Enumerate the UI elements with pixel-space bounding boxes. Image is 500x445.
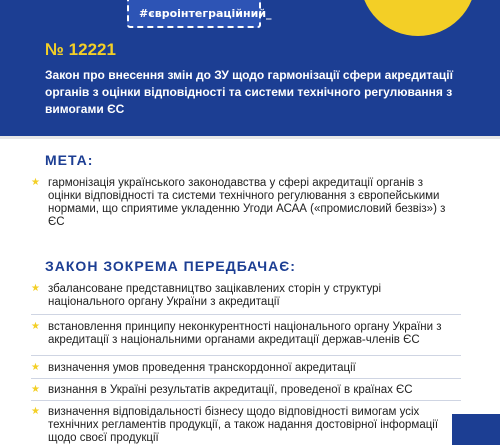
list-item-text: визначення умов проведення транскордонної акредитації xyxy=(48,362,356,374)
star-icon: ★ xyxy=(31,283,40,294)
star-icon: ★ xyxy=(31,406,40,417)
hero-banner xyxy=(0,0,500,136)
goal-text: гармонізація українського законодавства у сфері акредитації органів з оцінки відповідності та системи технічного регулювання з європейськими нормами, що сприятиме укладенню Угоди АСАА («промисловий безвіз») з ЄС xyxy=(48,177,446,228)
divider xyxy=(31,400,461,401)
divider xyxy=(0,136,500,139)
star-icon: ★ xyxy=(31,321,40,332)
goal-heading: МЕТА: xyxy=(45,152,94,168)
corner-decoration xyxy=(452,414,500,445)
divider xyxy=(31,378,461,379)
provisions-heading: ЗАКОН ЗОКРЕМА ПЕРЕДБАЧАЄ: xyxy=(45,258,296,274)
hashtag-text: #євроінтеграційний_ xyxy=(139,7,272,20)
list-item-text: визначення відповідальності бізнесу щодо відповідності вимогам усіх технічних регламентів продукції, а також надання достовірної інформації щодо своєї продукції xyxy=(48,406,439,444)
law-number: № 12221 xyxy=(45,40,116,59)
divider xyxy=(31,355,461,356)
list-item-text: встановлення принципу неконкурентності національного органу України з акредитації з національними органами акредитації держав-членів ЄС xyxy=(48,321,442,346)
decorative-circle xyxy=(360,0,476,36)
law-title: Закон про внесення змін до ЗУ щодо гармонізації сфери акредитації органів з оцінки відповідності та системи технічного регулювання з вимогами ЄС xyxy=(45,68,453,116)
list-item-text: визнання в Україні результатів акредитації, проведеної в країнах ЄС xyxy=(48,384,413,396)
divider xyxy=(31,314,461,315)
star-icon: ★ xyxy=(31,362,40,373)
star-icon: ★ xyxy=(31,177,40,188)
hashtag-badge xyxy=(127,0,272,28)
star-icon: ★ xyxy=(31,384,40,395)
list-item-text: збалансоване представництво зацікавлених сторін у структурі національного органу України з акредитації xyxy=(48,283,382,308)
